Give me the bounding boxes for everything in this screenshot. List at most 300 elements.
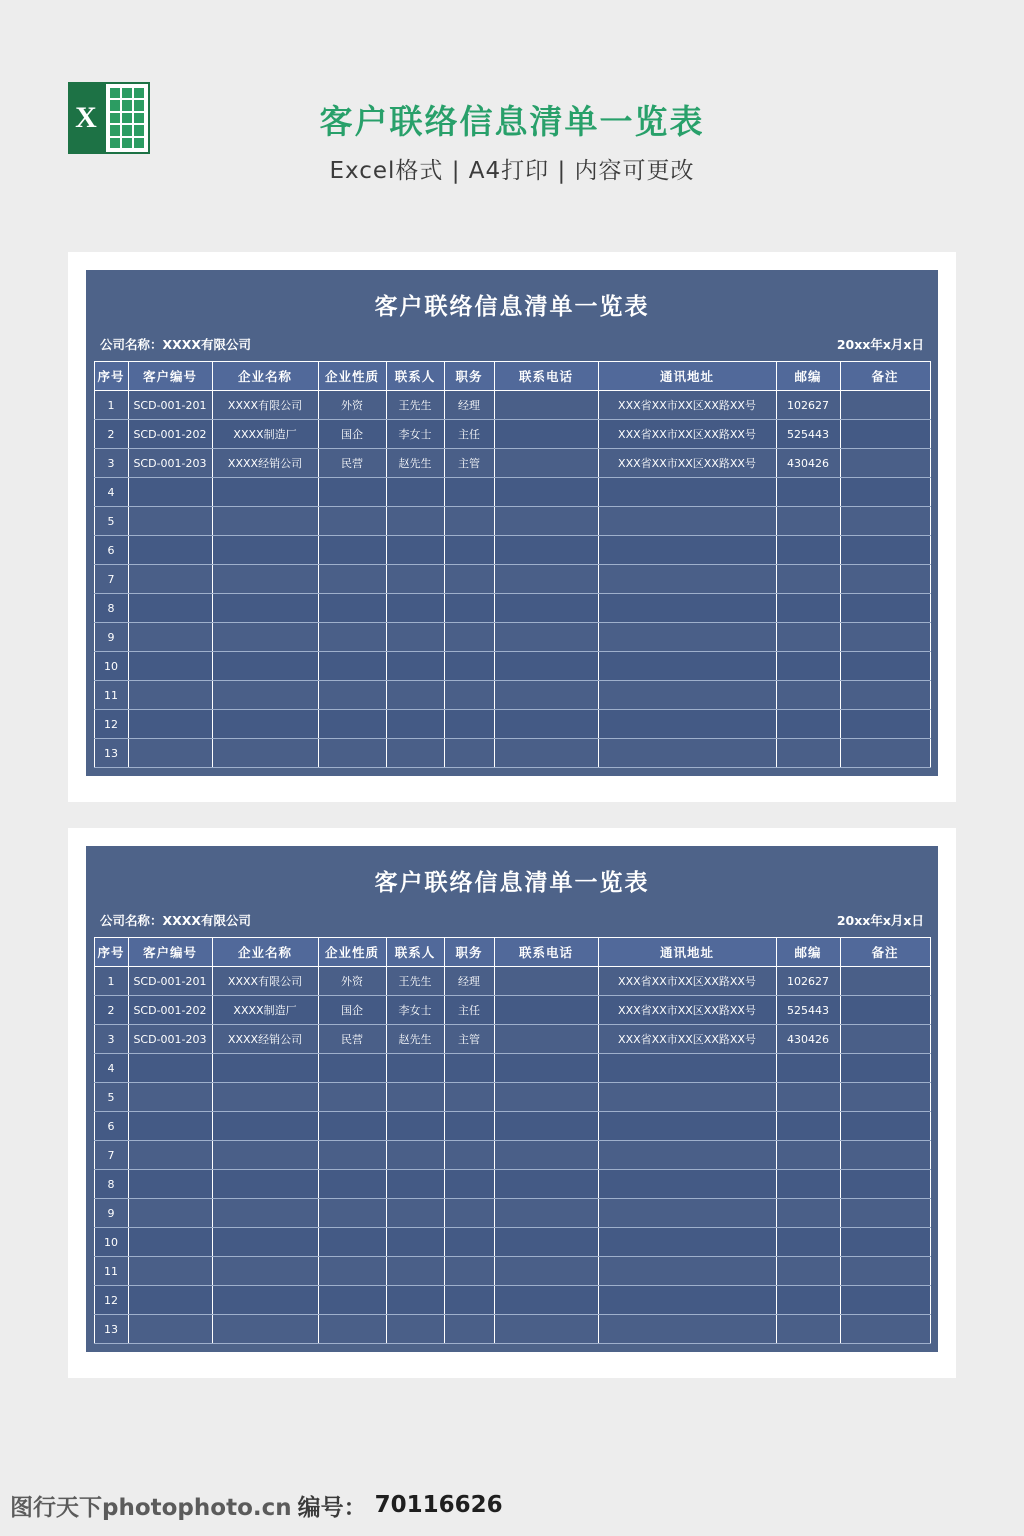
cell-company-name[interactable] [212,536,318,565]
cell-customer-code[interactable] [128,1257,212,1286]
cell-customer-code[interactable] [128,1112,212,1141]
cell-phone[interactable] [494,681,598,710]
cell-company-nature[interactable] [318,1315,386,1344]
cell-customer-code[interactable] [128,478,212,507]
cell-contact[interactable] [386,1083,444,1112]
cell-customer-code[interactable] [128,681,212,710]
cell-index[interactable]: 7 [94,1141,128,1170]
cell-zip[interactable] [776,594,840,623]
cell-contact[interactable] [386,1199,444,1228]
cell-customer-code[interactable]: SCD-001-203 [128,1025,212,1054]
cell-company-nature[interactable] [318,1257,386,1286]
column-header-phone: 联系电话 [494,362,598,391]
excel-logo-letter: X [68,82,104,154]
cell-company-name[interactable]: XXXX有限公司 [212,391,318,420]
cell-zip[interactable]: 525443 [776,420,840,449]
cell-note[interactable] [840,1054,930,1083]
cell-phone[interactable] [494,1054,598,1083]
cell-company-name[interactable]: XXXX经销公司 [212,449,318,478]
cell-contact[interactable] [386,565,444,594]
cell-company-name[interactable]: XXXX制造厂 [212,996,318,1025]
cell-company-name[interactable] [212,623,318,652]
watermark-id-label: 编号： [297,1494,367,1521]
cell-company-name[interactable] [212,1054,318,1083]
cell-duty[interactable]: 主任 [444,420,494,449]
cell-company-nature[interactable]: 民营 [318,449,386,478]
cell-note[interactable] [840,1286,930,1315]
cell-customer-code[interactable]: SCD-001-201 [128,391,212,420]
cell-phone[interactable] [494,1112,598,1141]
cell-phone[interactable] [494,1228,598,1257]
cell-phone[interactable] [494,967,598,996]
cell-contact[interactable]: 王先生 [386,391,444,420]
cell-contact[interactable] [386,1257,444,1286]
cell-address[interactable] [598,1112,776,1141]
column-header-company-nature: 企业性质 [318,938,386,967]
cell-company-nature[interactable] [318,536,386,565]
cell-note[interactable] [840,1257,930,1286]
table-row [94,478,930,507]
cell-note[interactable] [840,623,930,652]
cell-contact[interactable] [386,739,444,768]
cell-duty[interactable] [444,710,494,739]
cell-address[interactable] [598,1228,776,1257]
cell-note[interactable] [840,1025,930,1054]
cell-company-nature[interactable]: 民营 [318,1025,386,1054]
cell-customer-code[interactable] [128,565,212,594]
cell-company-name[interactable] [212,652,318,681]
cell-zip[interactable] [776,536,840,565]
cell-company-name[interactable] [212,1228,318,1257]
cell-phone[interactable] [494,449,598,478]
cell-duty[interactable] [444,1083,494,1112]
cell-address[interactable] [598,1199,776,1228]
cell-zip[interactable] [776,710,840,739]
column-header-address: 通讯地址 [598,938,776,967]
cell-index[interactable]: 8 [94,1170,128,1199]
cell-index[interactable]: 5 [94,1083,128,1112]
cell-index[interactable]: 9 [94,623,128,652]
cell-customer-code[interactable] [128,1054,212,1083]
cell-company-name[interactable] [212,565,318,594]
company-name-label: 公司名称：XXXX有限公司 [100,913,252,928]
cell-address[interactable] [598,681,776,710]
cell-contact[interactable] [386,1170,444,1199]
cell-contact[interactable] [386,1141,444,1170]
cell-customer-code[interactable]: SCD-001-203 [128,449,212,478]
cell-index[interactable]: 4 [94,478,128,507]
cell-phone[interactable] [494,652,598,681]
cell-note[interactable] [840,710,930,739]
cell-address[interactable]: XXX省XX市XX区XX路XX号 [598,420,776,449]
cell-company-name[interactable] [212,1286,318,1315]
cell-note[interactable] [840,594,930,623]
cell-note[interactable] [840,1228,930,1257]
cell-duty[interactable] [444,1257,494,1286]
column-header-company-nature: 企业性质 [318,362,386,391]
cell-duty[interactable] [444,1199,494,1228]
cell-address[interactable] [598,739,776,768]
cell-duty[interactable] [444,1141,494,1170]
cell-index[interactable]: 1 [94,391,128,420]
cell-contact[interactable]: 赵先生 [386,1025,444,1054]
sheet-title: 客户联络信息清单一览表 [374,870,650,896]
cell-customer-code[interactable] [128,1286,212,1315]
cell-index[interactable]: 2 [94,420,128,449]
cell-company-nature[interactable] [318,623,386,652]
cell-contact[interactable]: 李女士 [386,420,444,449]
cell-phone[interactable] [494,1286,598,1315]
cell-zip[interactable] [776,1054,840,1083]
page-subtitle: Excel格式 | A4打印 | 内容可更改 [329,158,695,184]
cell-company-name[interactable] [212,1315,318,1344]
column-header-address: 通讯地址 [598,362,776,391]
cell-customer-code[interactable]: SCD-001-202 [128,996,212,1025]
table-row [94,1054,930,1083]
cell-zip[interactable]: 102627 [776,391,840,420]
cell-company-nature[interactable] [318,1083,386,1112]
cell-zip[interactable] [776,1112,840,1141]
cell-index[interactable]: 9 [94,1199,128,1228]
cell-index[interactable]: 13 [94,739,128,768]
table-body-2 [94,967,930,1344]
cell-company-nature[interactable] [318,710,386,739]
cell-note[interactable] [840,652,930,681]
cell-index[interactable]: 13 [94,1315,128,1344]
cell-phone[interactable] [494,507,598,536]
table-row [94,1170,930,1199]
cell-note[interactable] [840,507,930,536]
table-row [94,1315,930,1344]
cell-address[interactable]: XXX省XX市XX区XX路XX号 [598,996,776,1025]
cell-contact[interactable] [386,507,444,536]
cell-company-name[interactable] [212,1141,318,1170]
cell-phone[interactable] [494,710,598,739]
cell-company-name[interactable] [212,478,318,507]
cell-phone[interactable] [494,420,598,449]
cell-contact[interactable] [386,594,444,623]
cell-index[interactable]: 10 [94,652,128,681]
cell-contact[interactable] [386,710,444,739]
cell-phone[interactable] [494,565,598,594]
cell-phone[interactable] [494,1315,598,1344]
cell-note[interactable] [840,1083,930,1112]
cell-duty[interactable] [444,1315,494,1344]
cell-note[interactable] [840,739,930,768]
cell-zip[interactable] [776,1083,840,1112]
cell-duty[interactable] [444,1286,494,1315]
cell-address[interactable]: XXX省XX市XX区XX路XX号 [598,1025,776,1054]
cell-contact[interactable] [386,1112,444,1141]
cell-address[interactable]: XXX省XX市XX区XX路XX号 [598,391,776,420]
cell-contact[interactable] [386,1054,444,1083]
cell-zip[interactable] [776,507,840,536]
cell-index[interactable]: 12 [94,710,128,739]
cell-company-name[interactable] [212,594,318,623]
cell-address[interactable] [598,623,776,652]
cell-zip[interactable] [776,652,840,681]
cell-address[interactable] [598,1286,776,1315]
cell-company-name[interactable] [212,681,318,710]
cell-contact[interactable]: 赵先生 [386,449,444,478]
cell-note[interactable] [840,1199,930,1228]
cell-duty[interactable] [444,681,494,710]
table-row [94,1141,930,1170]
cell-company-nature[interactable] [318,739,386,768]
cell-customer-code[interactable] [128,739,212,768]
cell-address[interactable] [598,1315,776,1344]
cell-address[interactable] [598,1141,776,1170]
cell-address[interactable]: XXX省XX市XX区XX路XX号 [598,967,776,996]
cell-company-nature[interactable] [318,565,386,594]
cell-index[interactable]: 11 [94,1257,128,1286]
cell-company-nature[interactable]: 外资 [318,391,386,420]
cell-index[interactable]: 7 [94,565,128,594]
cell-duty[interactable]: 主管 [444,1025,494,1054]
cell-zip[interactable]: 430426 [776,1025,840,1054]
cell-duty[interactable] [444,478,494,507]
cell-note[interactable] [840,420,930,449]
cell-zip[interactable] [776,681,840,710]
column-header-zip: 邮编 [776,362,840,391]
cell-zip[interactable] [776,1257,840,1286]
cell-contact[interactable] [386,478,444,507]
cell-company-nature[interactable] [318,594,386,623]
cell-index[interactable]: 4 [94,1054,128,1083]
cell-address[interactable]: XXX省XX市XX区XX路XX号 [598,449,776,478]
cell-company-name[interactable]: XXXX有限公司 [212,967,318,996]
cell-note[interactable] [840,681,930,710]
cell-customer-code[interactable] [128,594,212,623]
sheet-date-label: 20xx年x月x日 [836,337,924,352]
table-row [94,1228,930,1257]
table-row [94,1083,930,1112]
cell-note[interactable] [840,391,930,420]
sheet-meta-row [86,335,938,361]
cell-index[interactable]: 8 [94,594,128,623]
cell-note[interactable] [840,1315,930,1344]
cell-company-nature[interactable]: 国企 [318,420,386,449]
table-row [94,507,930,536]
cell-note[interactable] [840,565,930,594]
cell-company-name[interactable]: XXXX制造厂 [212,420,318,449]
cell-note[interactable] [840,967,930,996]
cell-company-nature[interactable] [318,1199,386,1228]
cell-customer-code[interactable] [128,1083,212,1112]
cell-zip[interactable] [776,478,840,507]
cell-zip[interactable] [776,565,840,594]
cell-address[interactable] [598,1083,776,1112]
cell-address[interactable] [598,1054,776,1083]
cell-company-name[interactable] [212,739,318,768]
cell-index[interactable]: 1 [94,967,128,996]
cell-company-nature[interactable] [318,1054,386,1083]
cell-company-name[interactable]: XXXX经销公司 [212,1025,318,1054]
cell-note[interactable] [840,1141,930,1170]
cell-company-name[interactable] [212,1257,318,1286]
cell-zip[interactable] [776,1315,840,1344]
cell-phone[interactable] [494,536,598,565]
cell-duty[interactable] [444,623,494,652]
cell-company-name[interactable] [212,710,318,739]
cell-note[interactable] [840,478,930,507]
table-row [94,623,930,652]
cell-zip[interactable] [776,1170,840,1199]
cell-contact[interactable] [386,652,444,681]
cell-address[interactable] [598,536,776,565]
column-header-index: 序号 [94,362,128,391]
cell-company-nature[interactable] [318,652,386,681]
cell-phone[interactable] [494,594,598,623]
cell-customer-code[interactable] [128,1199,212,1228]
cell-company-nature[interactable] [318,1141,386,1170]
cell-zip[interactable]: 430426 [776,449,840,478]
cell-note[interactable] [840,536,930,565]
cell-customer-code[interactable] [128,1228,212,1257]
table-body-1 [94,391,930,768]
cell-phone[interactable] [494,391,598,420]
cell-company-name[interactable] [212,1083,318,1112]
cell-customer-code[interactable]: SCD-001-201 [128,967,212,996]
cell-customer-code[interactable] [128,1170,212,1199]
column-header-duty: 职务 [444,362,494,391]
cell-customer-code[interactable] [128,623,212,652]
cell-contact[interactable]: 李女士 [386,996,444,1025]
cell-customer-code[interactable] [128,536,212,565]
cell-contact[interactable] [386,1286,444,1315]
cell-zip[interactable]: 525443 [776,996,840,1025]
cell-customer-code[interactable] [128,710,212,739]
cell-note[interactable] [840,1170,930,1199]
cell-index[interactable]: 10 [94,1228,128,1257]
cell-zip[interactable] [776,1199,840,1228]
cell-phone[interactable] [494,1083,598,1112]
cell-company-name[interactable] [212,1112,318,1141]
column-header-contact: 联系人 [386,362,444,391]
cell-address[interactable] [598,594,776,623]
cell-duty[interactable] [444,565,494,594]
cell-zip[interactable] [776,1286,840,1315]
cell-index[interactable]: 3 [94,1025,128,1054]
cell-contact[interactable] [386,1228,444,1257]
cell-company-name[interactable] [212,1199,318,1228]
cell-company-nature[interactable] [318,1112,386,1141]
footer-watermark [0,1474,1024,1536]
cell-contact[interactable]: 王先生 [386,967,444,996]
table-row [94,565,930,594]
cell-contact[interactable] [386,1315,444,1344]
cell-contact[interactable] [386,536,444,565]
cell-address[interactable] [598,1170,776,1199]
table-header-row [94,362,930,391]
cell-address[interactable] [598,565,776,594]
cell-duty[interactable] [444,1054,494,1083]
cell-address[interactable] [598,652,776,681]
cell-duty[interactable] [444,594,494,623]
cell-duty[interactable] [444,1228,494,1257]
page-title: 客户联络信息清单一览表 [319,102,705,141]
table-row [94,681,930,710]
cell-index[interactable]: 12 [94,1286,128,1315]
cell-duty[interactable]: 经理 [444,967,494,996]
cell-company-nature[interactable]: 外资 [318,967,386,996]
customer-contact-table [94,361,931,768]
cell-index[interactable]: 6 [94,1112,128,1141]
cell-duty[interactable]: 经理 [444,391,494,420]
cell-duty[interactable]: 主任 [444,996,494,1025]
cell-index[interactable]: 2 [94,996,128,1025]
cell-phone[interactable] [494,1199,598,1228]
cell-index[interactable]: 3 [94,449,128,478]
cell-zip[interactable] [776,739,840,768]
cell-company-nature[interactable] [318,478,386,507]
cell-duty[interactable] [444,1112,494,1141]
cell-note[interactable] [840,1112,930,1141]
cell-duty[interactable] [444,739,494,768]
cell-customer-code[interactable] [128,507,212,536]
cell-phone[interactable] [494,1257,598,1286]
sheet-date-label: 20xx年x月x日 [836,913,924,928]
cell-customer-code[interactable] [128,652,212,681]
table-row [94,1112,930,1141]
cell-duty[interactable] [444,507,494,536]
cell-contact[interactable] [386,681,444,710]
cell-company-nature[interactable] [318,681,386,710]
cell-phone[interactable] [494,478,598,507]
cell-customer-code[interactable] [128,1315,212,1344]
cell-duty[interactable] [444,1170,494,1199]
table-row [94,739,930,768]
cell-zip[interactable] [776,1228,840,1257]
column-header-note: 备注 [840,362,930,391]
cell-index[interactable]: 11 [94,681,128,710]
cell-note[interactable] [840,996,930,1025]
cell-address[interactable] [598,710,776,739]
cell-note[interactable] [840,449,930,478]
cell-company-nature[interactable] [318,1170,386,1199]
cell-zip[interactable]: 102627 [776,967,840,996]
cell-zip[interactable] [776,1141,840,1170]
cell-index[interactable]: 5 [94,507,128,536]
cell-company-nature[interactable] [318,1228,386,1257]
cell-company-nature[interactable] [318,1286,386,1315]
cell-phone[interactable] [494,1025,598,1054]
cell-company-nature[interactable] [318,507,386,536]
cell-index[interactable]: 6 [94,536,128,565]
cell-company-nature[interactable]: 国企 [318,996,386,1025]
cell-phone[interactable] [494,739,598,768]
cell-phone[interactable] [494,623,598,652]
column-header-customer-code: 客户编号 [128,938,212,967]
cell-customer-code[interactable]: SCD-001-202 [128,420,212,449]
cell-company-name[interactable] [212,1170,318,1199]
cell-duty[interactable] [444,652,494,681]
cell-contact[interactable] [386,623,444,652]
cell-address[interactable] [598,478,776,507]
table-row [94,1199,930,1228]
cell-customer-code[interactable] [128,1141,212,1170]
cell-phone[interactable] [494,1170,598,1199]
cell-company-name[interactable] [212,507,318,536]
cell-zip[interactable] [776,623,840,652]
cell-phone[interactable] [494,996,598,1025]
cell-address[interactable] [598,1257,776,1286]
cell-address[interactable] [598,507,776,536]
cell-duty[interactable]: 主管 [444,449,494,478]
cell-phone[interactable] [494,1141,598,1170]
preview-card-2 [68,828,956,1378]
cell-duty[interactable] [444,536,494,565]
